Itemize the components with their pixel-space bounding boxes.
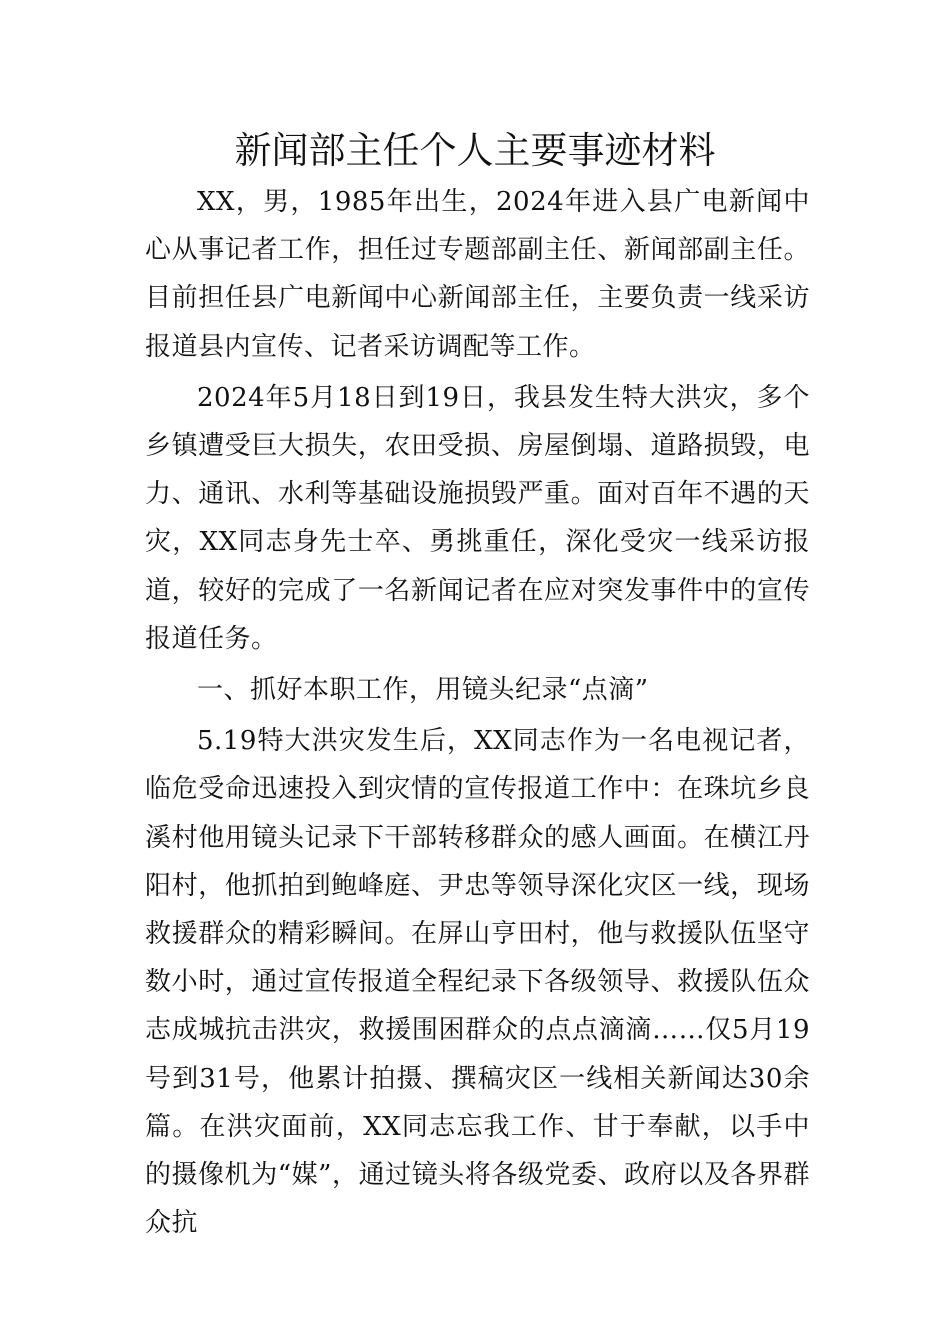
paragraph-flood: 2024年5月18日到19日，我县发生特大洪灾，多个乡镇遭受巨大损失，农田受损、房屋倒塌、道路损毁，电力、通讯、水利等基础设施损毁严重。面对百年不遇的天灾，XX同志身先士卒、勇挑重任，深化受灾一线采访报道，较好的完成了一名新闻记者在应对突发事件中的宣传报道任务。 [145, 382, 810, 654]
section-heading: 一、抓好本职工作，用镜头纪录“点滴” [197, 675, 649, 706]
document-body [145, 178, 810, 1250]
document-title: 新闻部主任个人主要事迹材料 [234, 129, 716, 172]
paragraph-section-1: 5.19特大洪灾发生后，XX同志作为一名电视记者，临危受命迅速投入到灾情的宣传报道工作中：在珠坑乡良溪村他用镜头记录下干部转移群众的感人画面。在横江丹阳村，他抓拍到鲍峰庭、尹忠等领导深化灾区一线，现场救援群众的精彩瞬间。在屏山亨田村，他与救援队伍坚守数小时，通过宣传报道全程纪录下各级领导、救援队伍众志成城抗击洪灾，救援围困群众的点点滴滴……仅5月19号到31号，他累计拍摄、撰稿灾区一线相关新闻达30余篇。在洪灾面前，XX同志忘我工作、甘于奉献，以手中的摄像机为“媒”，通过镜头将各级党委、政府以及各界群众抗 [145, 726, 810, 1239]
paragraph-intro: XX，男，1985年出生，2024年进入县广电新闻中心从事记者工作，担任过专题部副主任、新闻部副主任。目前担任县广电新闻中心新闻部主任，主要负责一线采访报道县内宣传、记者采访调配等工作。 [145, 187, 810, 362]
